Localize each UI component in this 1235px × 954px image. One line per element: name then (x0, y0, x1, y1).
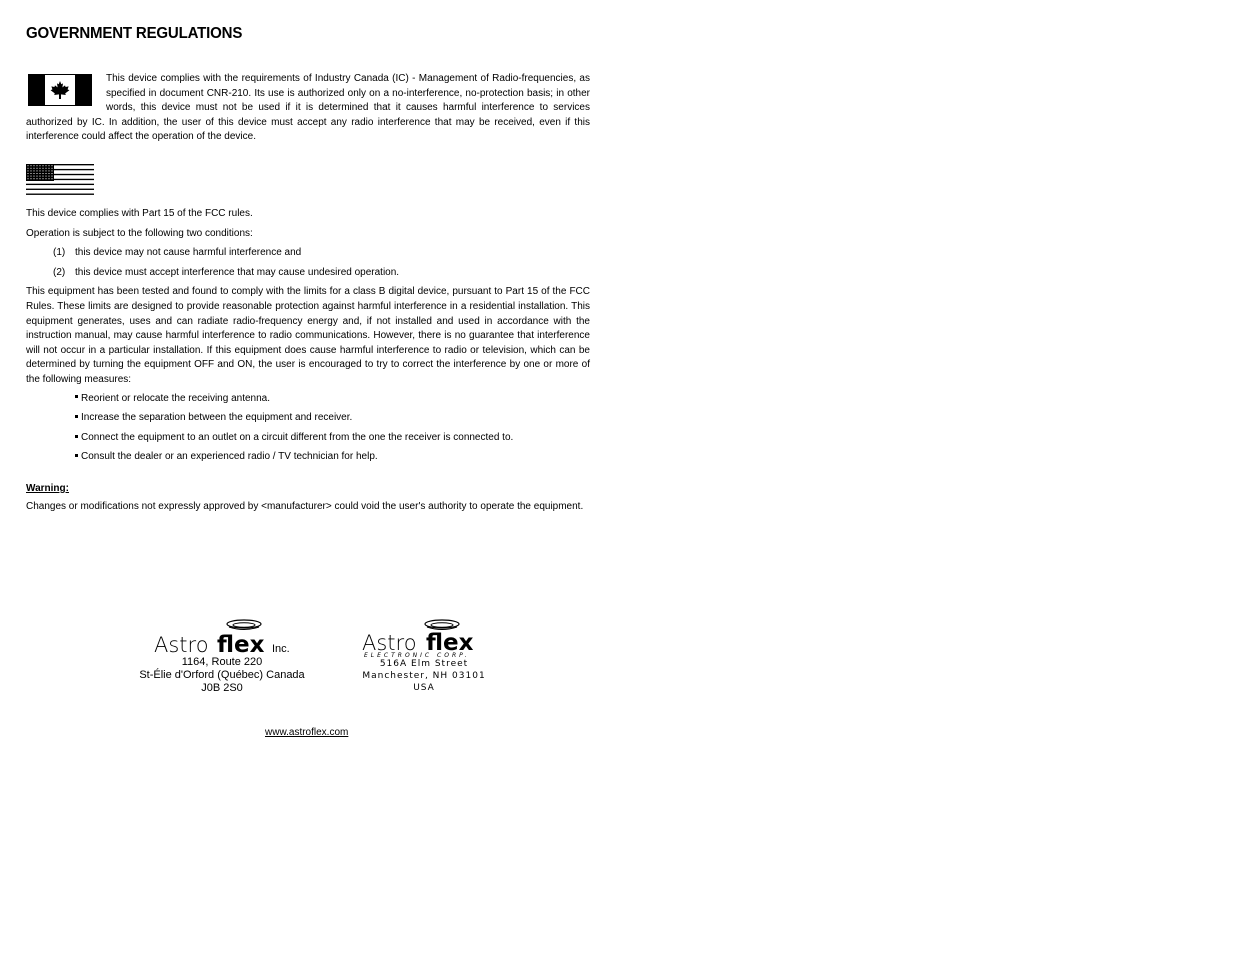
astroflex-electronic-logo-icon (354, 618, 494, 658)
astroflex-canada-logo (130, 618, 314, 695)
svg-text:flex: flex (217, 632, 265, 656)
page-title: GOVERNMENT REGULATIONS (26, 25, 243, 42)
canada-flag-icon (28, 74, 92, 106)
canada-compliance-text: This device complies with the requirements of Industry Canada (IC) - Management of Radio-frequencies, as specified in document CNR-210. Its use is authorized only on a no-interference, no-protection basis; in other words, this device must not be used if it is determined that it causes harmful interference to services authorized by IC. In addition, the user of this device must accept any radio interference that may be received, even if this interference could affect the operation of the device. (26, 73, 590, 143)
measures-list (75, 392, 590, 465)
condition-item: (2) this device must accept interference that may cause undesired operation. (53, 266, 400, 278)
list-item: Increase the separation between the equipment and receiver. (75, 411, 590, 426)
website-link[interactable]: www.astroflex.com (265, 727, 349, 738)
condition-item: (1) this device may not cause harmful interference and (53, 247, 302, 259)
usa-address: 516A Elm Street Manchester, NH 03101 USA (362, 659, 486, 693)
fcc-conditions-intro: Operation is subject to the following two conditions: (26, 227, 253, 239)
bullet-icon (75, 454, 78, 457)
astroflex-usa-logo (354, 618, 494, 694)
equipment-test-text: This equipment has been tested and found to comply with the limits for a class B digital device, pursuant to Part 15 of the FCC Rules. These limits are designed to provide reasonable protection against harmful interference in a residential installation. This equipment generates, uses and can radiate radio-frequency energy and, if not installed and used in accordance with the instruction manual, may cause harmful interference to radio communications. However, there is no guarantee that interference will not occur in a particular installation. If this equipment does cause harmful interference to radio or television, which can be determined by turning the equipment OFF and ON, the user is encouraged to try to correct the interference by one or more of the following measures: (26, 286, 590, 385)
usa-flag-icon (26, 164, 94, 196)
fcc-section (26, 207, 590, 514)
bullet-icon (75, 395, 78, 398)
canada-section (26, 72, 590, 145)
canada-address: 1164, Route 220 St-Élie d'Orford (Québec) Canada J0B 2S0 (139, 656, 305, 694)
svg-text:flex: flex (426, 630, 474, 656)
astroflex-logo-icon (130, 618, 314, 656)
list-item: Reorient or relocate the receiving antenna. (75, 392, 590, 407)
bullet-icon (75, 415, 78, 418)
list-item: Consult the dealer or an experienced radio / TV technician for help. (75, 450, 590, 465)
svg-text:Astro: Astro (154, 633, 209, 656)
svg-text:Inc.: Inc. (272, 643, 290, 655)
warning-heading: Warning: (26, 482, 69, 494)
svg-text:ELECTRONIC CORP.: ELECTRONIC CORP. (364, 652, 470, 658)
warning-text: Changes or modifications not expressly approved by <manufacturer> could void the user's authority to operate the equipment. (26, 500, 584, 512)
list-item: Connect the equipment to an outlet on a circuit different from the one the receiver is connected to. (75, 431, 590, 446)
svg-text:Astro: Astro (362, 631, 417, 655)
bullet-icon (75, 435, 78, 438)
fcc-compliance-line: This device complies with Part 15 of the FCC rules. (26, 208, 253, 219)
